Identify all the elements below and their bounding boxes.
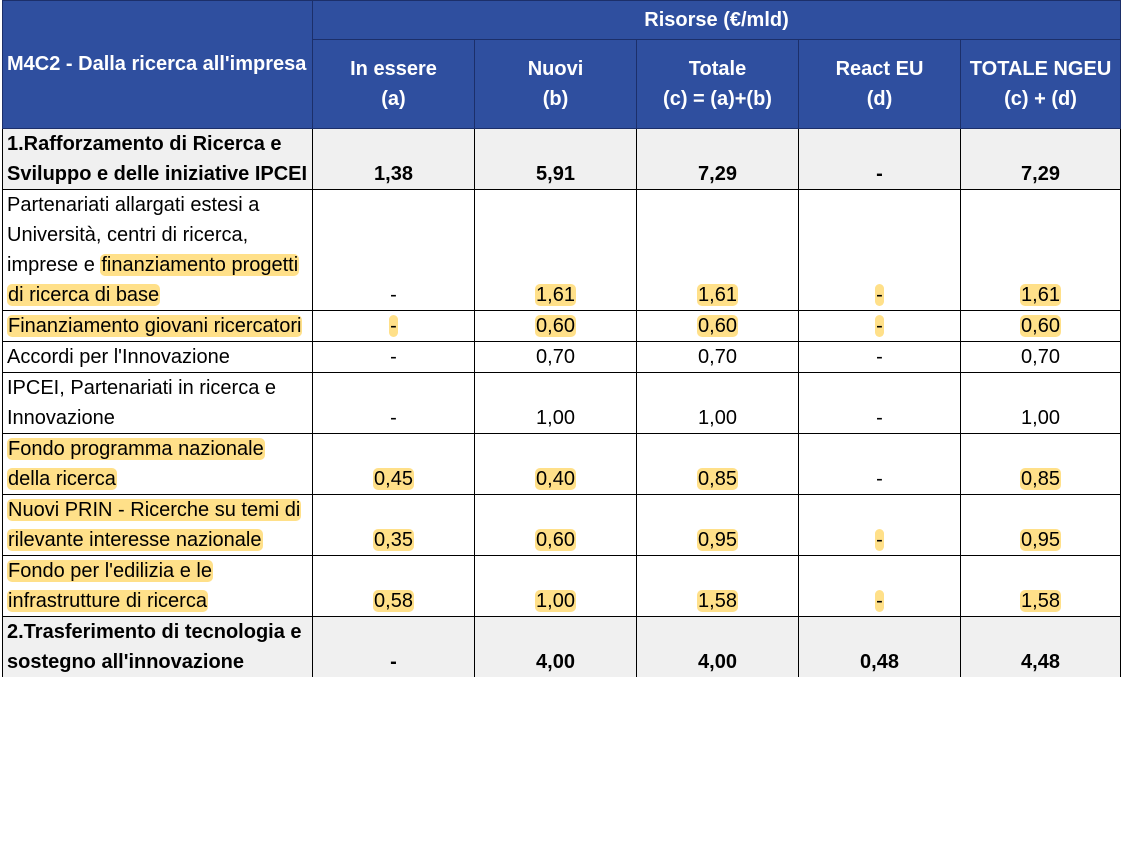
column-header-totale: Totale (c) = (a)+(b) bbox=[637, 40, 799, 129]
row-label: Accordi per l'Innovazione bbox=[3, 342, 313, 373]
cell-in-essere: 0,58 bbox=[313, 556, 475, 617]
table-row bbox=[3, 434, 1121, 495]
cell-react-eu: - bbox=[799, 373, 961, 434]
cell-nuovi: 4,00 bbox=[475, 617, 637, 678]
cell-react-eu: - bbox=[799, 556, 961, 617]
cell-react-eu: - bbox=[799, 495, 961, 556]
table-row bbox=[3, 129, 1121, 190]
table-title: M4C2 - Dalla ricerca all'impresa bbox=[3, 1, 313, 129]
cell-totale: 7,29 bbox=[637, 129, 799, 190]
cell-nuovi: 5,91 bbox=[475, 129, 637, 190]
cell-totale: 4,00 bbox=[637, 617, 799, 678]
cell-nuovi: 0,60 bbox=[475, 495, 637, 556]
cell-in-essere: 0,45 bbox=[313, 434, 475, 495]
table-row bbox=[3, 556, 1121, 617]
cell-totale-ngeu: 7,29 bbox=[961, 129, 1121, 190]
row-label-highlighted: finanziamento progetti di ricerca di base bbox=[8, 254, 299, 306]
cell-in-essere: 0,35 bbox=[313, 495, 475, 556]
cell-totale: 1,58 bbox=[637, 556, 799, 617]
table-row bbox=[3, 342, 1121, 373]
cell-totale-ngeu: 0,60 bbox=[961, 311, 1121, 342]
column-header-nuovi: Nuovi (b) bbox=[475, 40, 637, 129]
table-row bbox=[3, 311, 1121, 342]
row-label: 2.Trasferimento di tecnologia e sostegno all'innovazione bbox=[3, 617, 313, 678]
column-header-react-eu: React EU (d) bbox=[799, 40, 961, 129]
row-label: Nuovi PRIN - Ricerche su temi di rilevante interesse nazionale bbox=[3, 495, 313, 556]
cell-totale-ngeu: 1,58 bbox=[961, 556, 1121, 617]
row-label: Fondo programma nazionale della ricerca bbox=[3, 434, 313, 495]
cell-totale-ngeu: 4,48 bbox=[961, 617, 1121, 678]
cell-totale-ngeu: 1,00 bbox=[961, 373, 1121, 434]
resources-table-container bbox=[2, 0, 1121, 677]
cell-in-essere: 1,38 bbox=[313, 129, 475, 190]
cell-react-eu: - bbox=[799, 129, 961, 190]
cell-totale: 0,70 bbox=[637, 342, 799, 373]
cell-totale: 0,85 bbox=[637, 434, 799, 495]
row-label: Fondo per l'edilizia e le infrastrutture di ricerca bbox=[3, 556, 313, 617]
column-header-totale-ngeu: TOTALE NGEU (c) + (d) bbox=[961, 40, 1121, 129]
table-row bbox=[3, 617, 1121, 678]
cell-in-essere: - bbox=[313, 373, 475, 434]
group-header: Risorse (€/mld) bbox=[313, 1, 1121, 40]
cell-totale-ngeu: 1,61 bbox=[961, 190, 1121, 311]
cell-totale: 0,60 bbox=[637, 311, 799, 342]
cell-nuovi: 1,61 bbox=[475, 190, 637, 311]
table-row bbox=[3, 495, 1121, 556]
cell-nuovi: 0,40 bbox=[475, 434, 637, 495]
cell-in-essere: - bbox=[313, 617, 475, 678]
table-row bbox=[3, 190, 1121, 311]
cell-in-essere: - bbox=[313, 311, 475, 342]
cell-totale-ngeu: 0,70 bbox=[961, 342, 1121, 373]
cell-react-eu: - bbox=[799, 190, 961, 311]
cell-totale: 1,00 bbox=[637, 373, 799, 434]
cell-totale: 1,61 bbox=[637, 190, 799, 311]
cell-nuovi: 1,00 bbox=[475, 373, 637, 434]
cell-totale: 0,95 bbox=[637, 495, 799, 556]
cell-in-essere: - bbox=[313, 190, 475, 311]
cell-nuovi: 0,60 bbox=[475, 311, 637, 342]
cell-totale-ngeu: 0,95 bbox=[961, 495, 1121, 556]
row-label-plain: Partenariati allargati estesi a Università, centri di ricerca, imprese e bbox=[7, 194, 260, 276]
resources-table bbox=[2, 0, 1121, 677]
row-label: Finanziamento giovani ricercatori bbox=[3, 311, 313, 342]
row-label bbox=[3, 190, 313, 311]
cell-react-eu: 0,48 bbox=[799, 617, 961, 678]
column-header-in-essere: In essere (a) bbox=[313, 40, 475, 129]
cell-react-eu: - bbox=[799, 311, 961, 342]
cell-react-eu: - bbox=[799, 342, 961, 373]
row-label: 1.Rafforzamento di Ricerca e Sviluppo e delle iniziative IPCEI bbox=[3, 129, 313, 190]
cell-react-eu: - bbox=[799, 434, 961, 495]
cell-in-essere: - bbox=[313, 342, 475, 373]
cell-nuovi: 1,00 bbox=[475, 556, 637, 617]
cell-nuovi: 0,70 bbox=[475, 342, 637, 373]
row-label: IPCEI, Partenariati in ricerca e Innovazione bbox=[3, 373, 313, 434]
table-row bbox=[3, 373, 1121, 434]
cell-totale-ngeu: 0,85 bbox=[961, 434, 1121, 495]
